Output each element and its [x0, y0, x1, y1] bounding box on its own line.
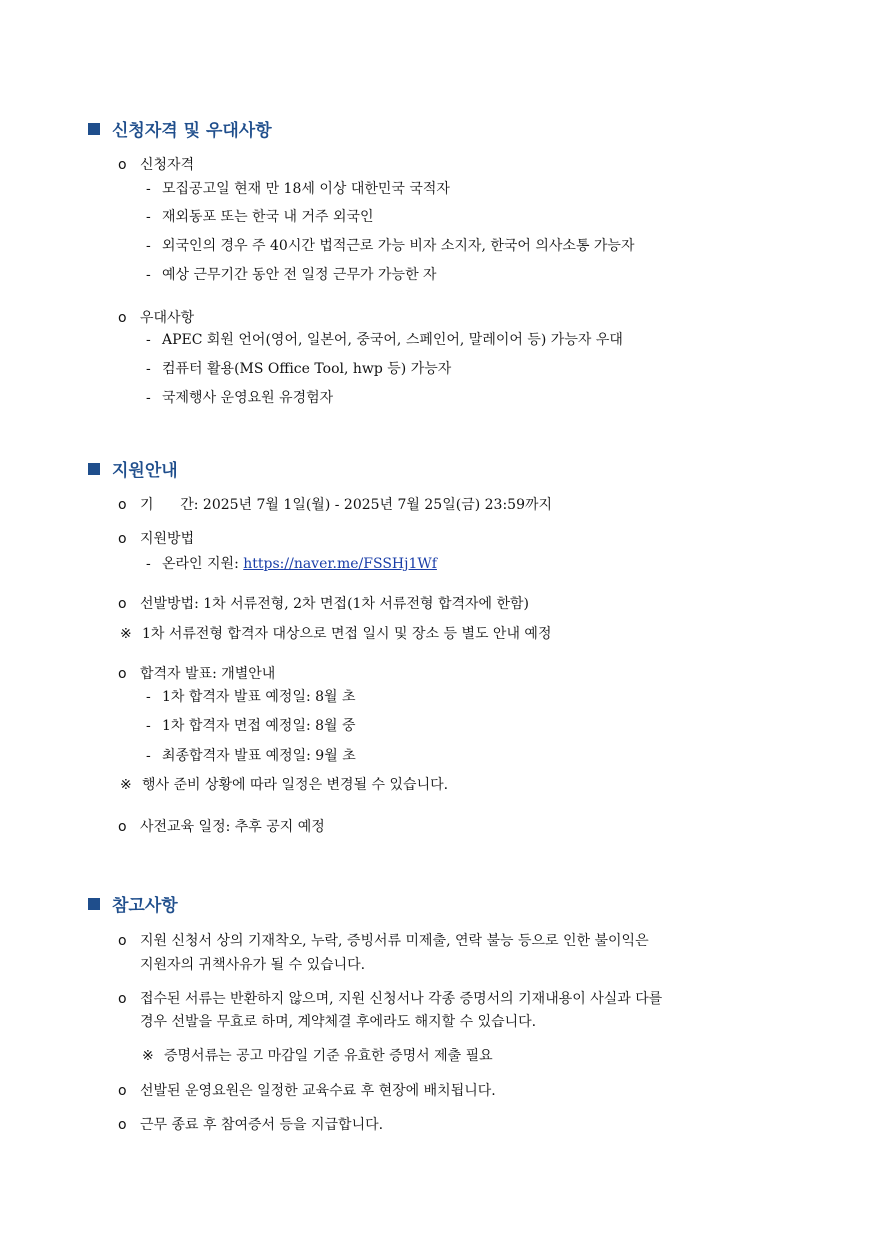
square-bullet-icon: [88, 463, 100, 475]
list-item: - 외국인의 경우 주 40시간 법적근로 가능 비자 소지자, 한국어 의사소통 가능자: [146, 238, 635, 254]
method-heading: o 지원방법: [118, 531, 195, 547]
list-item: - 최종합격자 발표 예정일: 9월 초: [146, 748, 356, 764]
training-line: o 사전교육 일정: 추후 공지 예정: [118, 819, 325, 835]
selection-note: ※ 1차 서류전형 합격자 대상으로 면접 일시 및 장소 등 별도 안내 예정: [120, 626, 552, 642]
list-item: - APEC 회원 언어(영어, 일본어, 중국어, 스페인어, 말레이어 등) 가능자 우대: [146, 332, 623, 348]
list-item: - 1차 합격자 면접 예정일: 8월 중: [146, 718, 356, 734]
notes-item-2-cont: 경우 선발을 무효로 하며, 계약체결 후에라도 해지할 수 있습니다.: [140, 1014, 537, 1030]
section-title-notes: 참고사항: [88, 891, 178, 916]
list-item: - 예상 근무기간 동안 전 일정 근무가 가능한 자: [146, 267, 437, 283]
online-apply-line: - 온라인 지원: https://naver.me/FSSHj1Wf: [146, 556, 437, 572]
notes-item-1-cont: 지원자의 귀책사유가 될 수 있습니다.: [140, 957, 366, 973]
notes-item-1: o 지원 신청서 상의 기재착오, 누락, 증빙서류 미제출, 연락 불능 등으로 인한 불이익은: [118, 933, 649, 949]
list-item: - 재외동포 또는 한국 내 거주 외국인: [146, 209, 374, 225]
section-title-application: 지원안내: [88, 456, 178, 481]
list-item: - 국제행사 운영요원 유경험자: [146, 390, 334, 406]
section-title-qualification: 신청자격 및 우대사항: [88, 116, 272, 141]
pref-heading: o 우대사항: [118, 310, 195, 326]
apply-heading: o 신청자격: [118, 157, 195, 173]
list-item: - 모집공고일 현재 만 18세 이상 대한민국 국적자: [146, 181, 450, 197]
announce-note: ※ 행사 준비 상황에 따라 일정은 변경될 수 있습니다.: [120, 777, 449, 793]
list-item: - 컴퓨터 활용(MS Office Tool, hwp 등) 가능자: [146, 361, 452, 377]
list-item: - 1차 합격자 발표 예정일: 8월 초: [146, 689, 356, 705]
notes-item-2: o 접수된 서류는 반환하지 않으며, 지원 신청서나 각종 증명서의 기재내용이 사실과 다를: [118, 991, 663, 1007]
period-line: o 기 간: 2025년 7월 1일(월) - 2025년 7월 25일(금) 23:59까지: [118, 497, 553, 513]
notes-item-3: o 선발된 운영요원은 일정한 교육수료 후 현장에 배치됩니다.: [118, 1083, 496, 1099]
notes-item-2-note: ※ 증명서류는 공고 마감일 기준 유효한 증명서 제출 필요: [142, 1048, 493, 1064]
notes-item-4: o 근무 종료 후 참여증서 등을 지급합니다.: [118, 1117, 384, 1133]
selection-line: o 선발방법: 1차 서류전형, 2차 면접(1차 서류전형 합격자에 한함): [118, 596, 530, 612]
announce-heading: o 합격자 발표: 개별안내: [118, 666, 276, 682]
square-bullet-icon: [88, 123, 100, 135]
square-bullet-icon: [88, 898, 100, 910]
application-link[interactable]: https://naver.me/FSSHj1Wf: [243, 556, 437, 572]
